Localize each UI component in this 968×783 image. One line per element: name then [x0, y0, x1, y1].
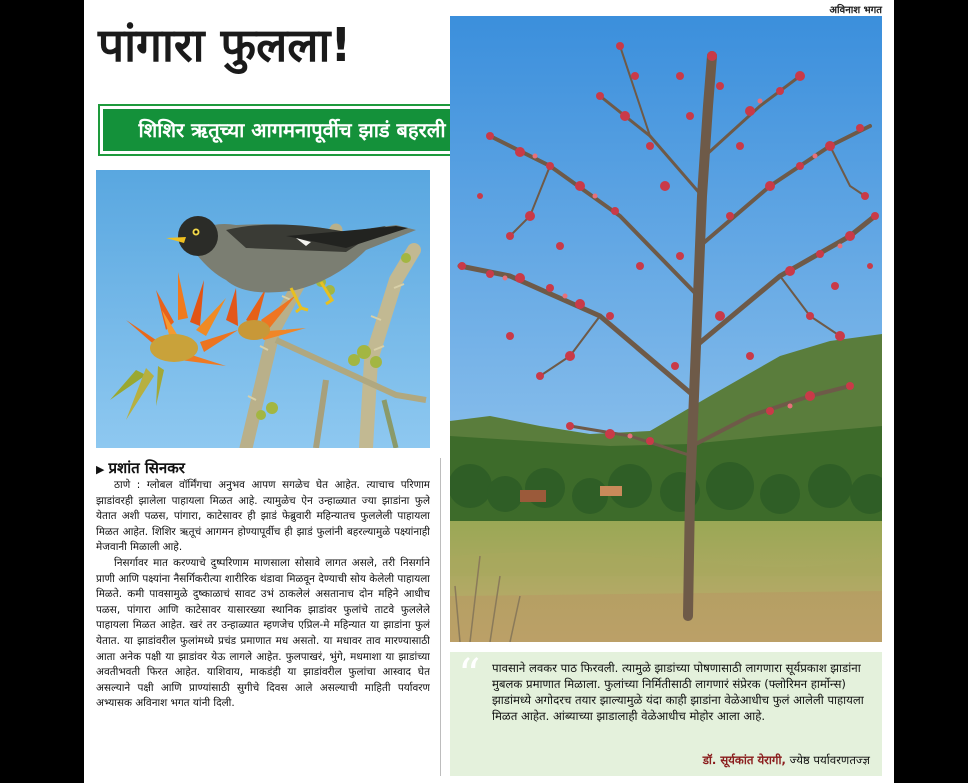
quote-mark-icon: “: [458, 650, 481, 701]
expert-quote-box: [450, 652, 882, 776]
quote-author-role: ज्येष्ठ पर्यावरणतज्ज्ञ: [789, 753, 870, 767]
quote-author: [703, 753, 870, 768]
tree-illustration: [450, 16, 882, 642]
headline: पांगारा फुलला!: [98, 18, 352, 72]
article-paragraph: निसर्गावर मात करण्याचे दुष्परिणाम माणसाला सोसावे लागत असले, तरी निसर्गाने प्राणी आणि पक्ष्यांना नैसर्गिकरीत्या शारीरिक थंडावा मिळवून देण्याची सोय केलेली पाहायला मिळते. कमी पावसामुळे दुष्काळाचं सावट उभं ठाकलेलं असतानाच दोन महिने आधीच पळस, पांगारा आणि काटेसावर यासारख्या स्थानिक झाडांवर फुलांचे ताटवे फुललेले पाहायला मिळत आहेत. खरं तर उन्हाळ्यात म्हणजेच एप्रिल-मे महिन्यात या झाडांना फुलं येतात. या झाडांवरील फुलांमध्ये प्रचंड प्रमाणात मध असतो. या मधावर ताव मारण्यासाठी आता अनेक पक्षी या झाडांवर येऊ लागले आहेत. फुलपाखरं, भुंगे, मधमाशा या झाडांच्या अवतीभवती फिरत आहेत. याशिवाय, माकडंही या झाडांवरील फुलांचा आस्वाद घेत असल्याने पक्षी आणि प्राण्यांसाठी सुगीचे दिवस आले असल्याची माहिती पर्यावरण अभ्यासक अविनाश भगत यांनी दिली.: [96, 556, 430, 710]
byline: [96, 458, 185, 478]
quote-text: पावसाने लवकर पाठ फिरवली. त्यामुळे झाडांच्या पोषणासाठी लागणारा सूर्यप्रकाश झाडांना मुबलक प्रमाणात मिळाला. फुलांच्या निर्मितीसाठी लागणारं संप्रेरक (फ्लोरिमन हार्मोन्स) झाडांमध्ये अगोदरच तयार झाल्यामुळे यंदा काही झाडांना वेळेआधीच फुलं आलेली पाहायला मिळत आहेत. आंब्याच्या झाडालाही वेळेआधीच मोहोर आला आहे.: [492, 661, 864, 723]
quote-author-name: डॉ. सूर्यकांत येरागी,: [702, 753, 786, 767]
photo-credit: अविनाश भगत: [829, 5, 882, 16]
article-body: [96, 478, 430, 780]
subheadline-box: [98, 104, 486, 156]
bird-photo: [96, 170, 430, 448]
byline-arrow-icon: ▶: [96, 463, 105, 476]
byline-name: प्रशांत सिनकर: [108, 459, 185, 477]
newspaper-page: [84, 0, 894, 783]
subheadline: शिशिर ऋतूच्या आगमनापूर्वीच झाडं बहरली: [103, 109, 481, 151]
tree-photo: [450, 16, 882, 642]
article-paragraph: ठाणे : ग्लोबल वॉर्मिंगचा अनुभव आपण सगळेच घेत आहेत. त्याचाच परिणाम झाडांवरही झालेला पाहायला मिळत आहे. त्यामुळेच ऐन उन्हाळ्यात ज्या झाडांना फुले येतात अशी पळस, पांगारा, काटेसावर ही झाडं फेब्रुवारी महिन्यातच फुललेली पाहायला मिळत आहेत. शिशिर ऋतूचं आगमन होण्यापूर्वीच ही झाडं फुलांनी बहरल्यामुळे पक्ष्यांनाही मेजवानी मिळाली आहे.: [96, 479, 430, 554]
column-divider: [440, 458, 441, 776]
bird-illustration: [96, 170, 430, 448]
